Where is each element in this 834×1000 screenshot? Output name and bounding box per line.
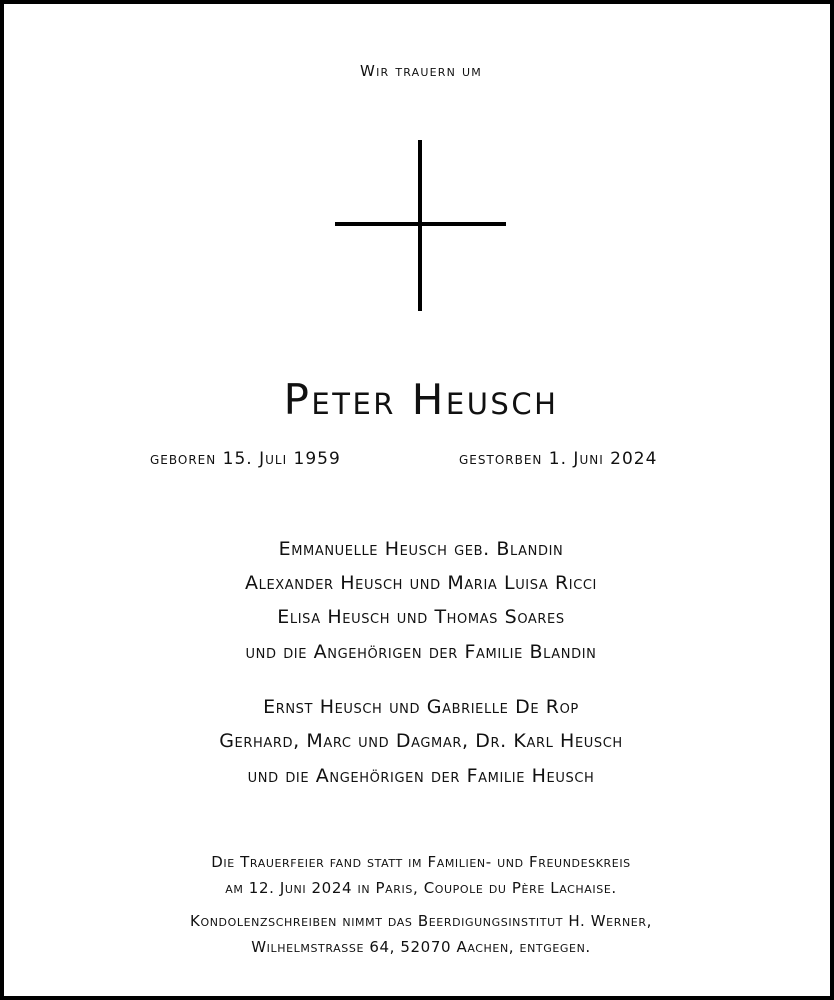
family-line: und die Angehörigen der Familie Heusch <box>247 765 595 787</box>
cross-horizontal-bar <box>335 222 506 226</box>
family-line: Elisa Heusch und Thomas Soares <box>277 606 565 628</box>
deceased-name: Peter Heusch <box>283 375 559 424</box>
death-date: gestorben 1. Juni 2024 <box>459 449 658 469</box>
ceremony-line: Die Trauerfeier fand statt im Familien- und Freundeskreis <box>211 853 631 871</box>
family-line: und die Angehörigen der Familie Blandin <box>245 641 597 663</box>
intro-text: Wir trauern um <box>360 62 482 80</box>
condolence-line: Kondolenzschreiben nimmt das Beerdigungsinstitut H. Werner, <box>190 912 652 930</box>
family-line: Alexander Heusch und Maria Luisa Ricci <box>245 572 597 594</box>
family-line: Ernst Heusch und Gabrielle De Rop <box>263 696 579 718</box>
birth-date: geboren 15. Juli 1959 <box>150 449 341 469</box>
ceremony-line: am 12. Juni 2024 in Paris, Coupole du Père Lachaise. <box>225 879 617 897</box>
condolence-line: Wilhelmstrasse 64, 52070 Aachen, entgegen. <box>251 938 591 956</box>
family-line: Gerhard, Marc und Dagmar, Dr. Karl Heusch <box>219 730 623 752</box>
family-line: Emmanuelle Heusch geb. Blandin <box>278 538 564 560</box>
